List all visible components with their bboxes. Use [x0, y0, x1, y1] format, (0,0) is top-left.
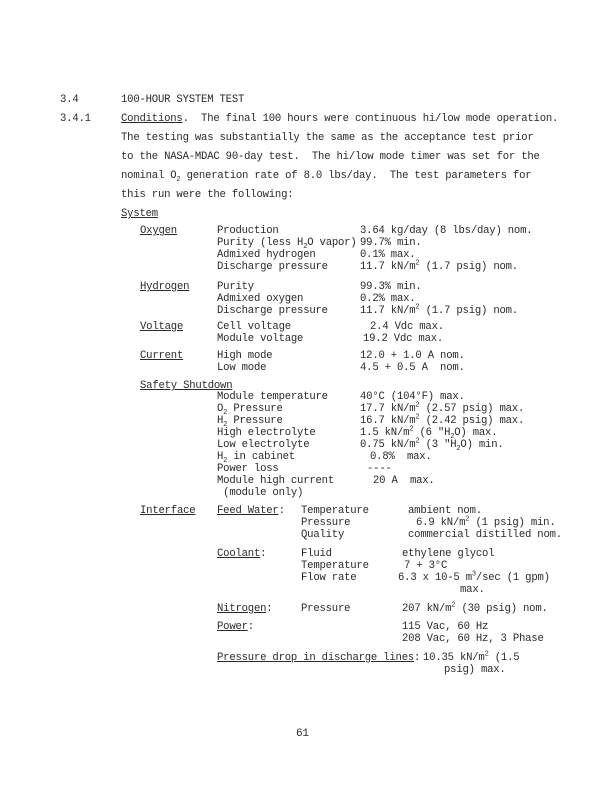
coolant-param: Temperature [301, 560, 369, 572]
coolant-label [217, 548, 266, 560]
coolant-value [398, 572, 550, 584]
hydrogen-value: 0.2% max. [360, 293, 416, 305]
paragraph-line-1 [121, 113, 558, 125]
coolant-param: Fluid [301, 548, 332, 560]
safety-param: Module high current [217, 475, 334, 487]
safety-param: (module only) [217, 487, 304, 499]
coolant-param: Flow rate [301, 572, 357, 584]
text-fragment: : [260, 548, 267, 560]
text-fragment: generation rate of 8.0 lbs/day. The test parameters for [180, 170, 532, 182]
current-label: Current [140, 350, 184, 362]
superscript: 2 [415, 303, 420, 312]
voltage-param: Module voltage [217, 333, 304, 345]
text-fragment: (2.42 psig) max. [419, 415, 525, 427]
text-fragment: in cabinet [227, 451, 295, 463]
subscript: 2 [176, 176, 181, 185]
subscript: 2 [303, 243, 308, 252]
voltage-param: Cell voltage [217, 321, 291, 333]
safety-value [360, 415, 524, 427]
oxygen-value [360, 261, 518, 273]
nitrogen-label [217, 603, 272, 615]
text-fragment: 16.7 kN/m [360, 415, 416, 427]
safety-param: Low electrolyte [217, 439, 310, 451]
feed-water-value [416, 517, 555, 529]
safety-value [360, 437, 504, 454]
text-fragment: : [414, 652, 421, 664]
coolant-value-continued: max. [460, 584, 485, 596]
safety-value: 20 A max. [373, 475, 435, 487]
text-fragment: Feed Water [217, 505, 279, 517]
text-fragment: O) min. [460, 439, 504, 451]
text-fragment: 11.7 kN/m [360, 305, 416, 317]
voltage-value: 2.4 Vdc max. [370, 321, 444, 333]
oxygen-param: Discharge pressure [217, 261, 328, 273]
text-fragment: (1.7 psig) nom. [419, 305, 518, 317]
safety-param: Power loss [217, 463, 279, 475]
paragraph-text: . The final 100 hours were continuous hi/low mode operation. [182, 113, 559, 125]
text-fragment: Pressure [227, 415, 283, 427]
text-fragment: /sec (1 gpm) [475, 572, 550, 584]
text-fragment: (1.5 [488, 652, 520, 664]
oxygen-label: Oxygen [140, 225, 177, 237]
power-value: 115 Vac, 60 Hz [402, 621, 489, 633]
safety-value: ---- [367, 463, 392, 475]
text-fragment: (2.57 psig) max. [419, 403, 525, 415]
superscript: 2 [465, 515, 470, 524]
pressure-drop-value-continued: psig) max. [444, 664, 506, 676]
power-label [217, 621, 254, 633]
subscript: 2 [456, 445, 461, 454]
conditions-heading: Conditions [121, 113, 183, 125]
oxygen-value: 3.64 kg/day (8 lbs/day) nom. [360, 225, 533, 237]
feed-water-param: Quality [301, 529, 345, 541]
text-fragment: Purity (less H [217, 237, 304, 249]
voltage-value: 19.2 Vdc max. [363, 333, 444, 345]
superscript: 2 [415, 413, 420, 422]
subscript: 2 [223, 457, 228, 466]
text-fragment: 6.3 x 10-5 m [398, 572, 472, 584]
current-param: Low mode [217, 362, 267, 374]
text-fragment: Pressure drop in discharge lines [217, 652, 415, 664]
text-fragment: Nitrogen [217, 603, 267, 615]
text-fragment: Pressure [227, 403, 283, 415]
paragraph-line-2: The testing was substantially the same as the acceptance test prior [121, 132, 534, 144]
text-fragment: H [217, 415, 224, 427]
superscript: 2 [409, 425, 414, 434]
feed-water-param: Pressure [301, 517, 351, 529]
text-fragment: (1.7 psig) nom. [419, 261, 518, 273]
oxygen-param [217, 237, 357, 252]
feed-water-value: commercial distilled nom. [408, 529, 562, 541]
text-fragment: : [266, 603, 273, 615]
superscript: 3 [471, 570, 476, 579]
safety-param [217, 415, 283, 430]
safety-param [217, 451, 295, 466]
current-value: 12.0 + 1.0 A nom. [360, 350, 465, 362]
oxygen-param: Admixed hydrogen [217, 249, 316, 261]
paragraph-line-3: to the NASA-MDAC 90-day test. The hi/low mode timer was set for the [121, 151, 540, 163]
safety-param: High electrolyte [217, 427, 316, 439]
nitrogen-value [402, 603, 548, 615]
safety-value: 0.8% max. [370, 451, 432, 463]
subscript: 2 [223, 421, 228, 430]
hydrogen-value [360, 305, 518, 317]
subsection-number: 3.4.1 [60, 113, 91, 125]
superscript: 2 [484, 650, 489, 659]
hydrogen-label: Hydrogen [140, 281, 190, 293]
text-fragment: Coolant [217, 548, 261, 560]
text-fragment: 1.5 kN/m [360, 427, 410, 439]
text-fragment: (6 "H [413, 427, 451, 439]
text-fragment: 0.75 kN/m [360, 439, 416, 451]
oxygen-param: Production [217, 225, 279, 237]
hydrogen-param: Discharge pressure [217, 305, 328, 317]
text-fragment: 10.35 kN/m [423, 652, 485, 664]
paragraph-line-4 [121, 170, 532, 185]
page-number: 61 [296, 728, 309, 740]
pressure-drop-label [217, 652, 420, 664]
text-fragment: : [278, 505, 285, 517]
coolant-value: 7 + 3°C [404, 560, 448, 572]
text-fragment: 6.9 kN/m [416, 517, 466, 529]
text-fragment: nominal O [121, 170, 177, 182]
safety-param [217, 403, 283, 418]
hydrogen-value: 99.3% min. [360, 281, 422, 293]
text-fragment: 11.7 kN/m [360, 261, 416, 273]
feed-water-label [217, 505, 285, 517]
text-fragment: H [217, 451, 224, 463]
interface-label: Interface [140, 505, 196, 517]
paragraph-line-5: this run were the following: [121, 189, 294, 201]
feed-water-param: Temperature [301, 505, 369, 517]
safety-param: Module temperature [217, 391, 328, 403]
text-fragment: : [247, 621, 254, 633]
section-title: 100-HOUR SYSTEM TEST [121, 94, 245, 106]
nitrogen-param: Pressure [301, 603, 351, 615]
subscript: 2 [223, 409, 228, 418]
text-fragment: (1 psig) min. [469, 517, 556, 529]
superscript: 2 [415, 437, 420, 446]
current-param: High mode [217, 350, 273, 362]
text-fragment: O vapor) [307, 237, 357, 249]
superscript: 2 [415, 259, 420, 268]
text-fragment: O [217, 403, 224, 415]
section-number: 3.4 [60, 94, 79, 106]
oxygen-value: 99.7% min. [360, 237, 422, 249]
safety-value: 40°C (104°F) max. [360, 391, 465, 403]
power-value: 208 Vac, 60 Hz, 3 Phase [402, 633, 544, 645]
text-fragment: (30 psig) nom. [455, 603, 548, 615]
safety-value [360, 425, 498, 442]
text-fragment: O) max. [454, 427, 498, 439]
coolant-value: ethylene glycol [402, 548, 495, 560]
oxygen-value: 0.1% max. [360, 249, 416, 261]
subscript: 2 [450, 433, 455, 442]
pressure-drop-value [423, 652, 519, 664]
voltage-label: Voltage [140, 321, 184, 333]
safety-value [360, 403, 524, 415]
text-fragment: Power [217, 621, 248, 633]
superscript: 2 [451, 601, 456, 610]
hydrogen-param: Purity [217, 281, 254, 293]
feed-water-value: ambient nom. [408, 505, 482, 517]
text-fragment: 17.7 kN/m [360, 403, 416, 415]
hydrogen-param: Admixed oxygen [217, 293, 304, 305]
text-fragment: (3 "H [419, 439, 457, 451]
current-value: 4.5 + 0.5 A nom. [360, 362, 465, 374]
safety-shutdown-heading: Safety Shutdown [140, 380, 233, 392]
text-fragment: 207 kN/m [402, 603, 452, 615]
superscript: 2 [415, 401, 420, 410]
system-heading: System [121, 208, 158, 220]
